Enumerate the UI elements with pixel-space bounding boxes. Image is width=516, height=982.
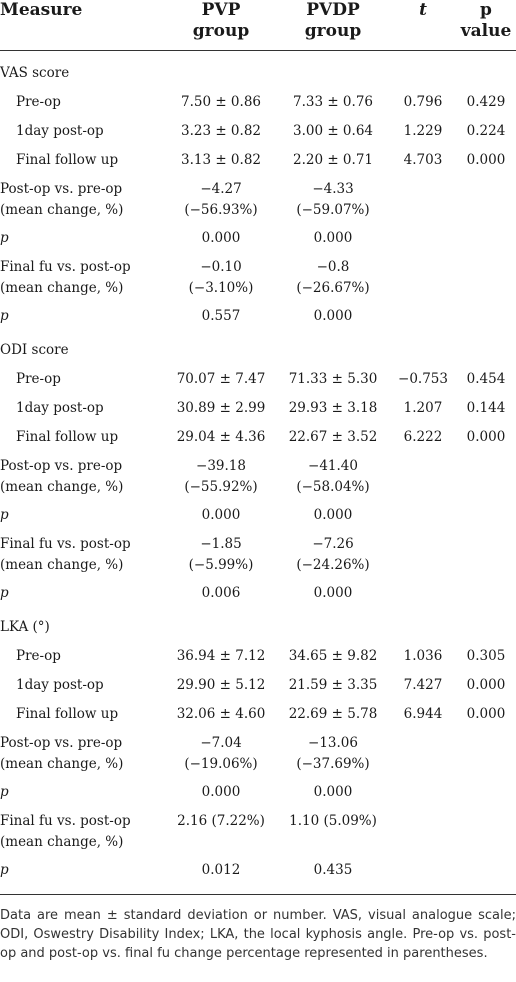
cell-pvdp: 0.000: [313, 585, 353, 601]
cell-pvp: 32.06 ± 4.60: [176, 706, 266, 722]
cell-pvp: 0.000: [201, 230, 241, 246]
table-header: [0, 0, 516, 56]
cell-pvp: 0.000: [201, 507, 241, 523]
row-label: Post-op vs. pre-op (mean change, %): [0, 181, 124, 218]
row-label: p: [0, 784, 9, 800]
cell-pvdp: 0.435: [313, 862, 353, 878]
cell-pvdp: 0.000: [313, 784, 353, 800]
header-t: t: [419, 0, 427, 20]
cell-pvp: 70.07 ± 7.47: [176, 371, 266, 387]
row-label: 1day post-op: [16, 677, 104, 693]
cell-pvp: 29.90 ± 5.12: [176, 677, 266, 693]
cell-pvdp: 3.00 ± 0.64: [292, 123, 373, 139]
cell-pvdp: 2.20 ± 0.71: [292, 152, 373, 168]
cell-pvdp: −4.33 (−59.07%): [296, 181, 370, 218]
row-label: p: [0, 507, 9, 523]
cell-pvdp: −41.40 (−58.04%): [296, 458, 370, 495]
row-label: Final fu vs. post-op (mean change, %): [0, 813, 131, 850]
row-label: Final fu vs. post-op (mean change, %): [0, 259, 131, 296]
cell-pvdp: 71.33 ± 5.30: [288, 371, 378, 387]
table-bottom-rule: [0, 894, 516, 895]
cell-pvp: 2.16 (7.22%): [177, 813, 265, 829]
cell-pvp: −39.18 (−55.92%): [184, 458, 258, 495]
row-label: Pre-op: [16, 648, 61, 664]
row-label: p: [0, 230, 9, 246]
cell-pvp: 0.006: [201, 585, 241, 601]
header-p-value: p value: [460, 0, 512, 41]
row-label: Final follow up: [16, 706, 119, 722]
cell-t: −0.753: [398, 371, 448, 387]
header-pvdp-group: PVDP group: [304, 0, 362, 41]
header-rule: [0, 50, 516, 51]
cell-pvp: −7.04 (−19.06%): [184, 735, 258, 772]
cell-pvdp: 0.000: [313, 308, 353, 324]
cell-pvp: 36.94 ± 7.12: [176, 648, 266, 664]
cell-pvp: 3.23 ± 0.82: [180, 123, 261, 139]
cell-p-value: 0.000: [466, 429, 506, 445]
row-label: p: [0, 585, 9, 601]
cell-p-value: 0.305: [466, 648, 506, 664]
row-label: Post-op vs. pre-op (mean change, %): [0, 458, 124, 495]
cell-pvdp: 0.000: [313, 230, 353, 246]
row-label: VAS score: [0, 65, 70, 81]
row-label: ODI score: [0, 342, 69, 358]
row-label: p: [0, 308, 9, 324]
cell-p-value: 0.224: [466, 123, 506, 139]
row-label: Final follow up: [16, 152, 119, 168]
header-pvp-group: PVP group: [192, 0, 250, 41]
table-footnote: Data are mean ± standard deviation or number. VAS, visual analogue scale; ODI, Oswestry Disability Index; LKA, the local kyphosis angle. Pre-op vs. post-op and post-op vs. final fu change percentage represented in parentheses.: [0, 908, 516, 961]
cell-pvp: −1.85 (−5.99%): [188, 536, 254, 573]
cell-pvp: 0.000: [201, 784, 241, 800]
cell-p-value: 0.000: [466, 677, 506, 693]
row-label: p: [0, 862, 9, 878]
cell-pvp: 3.13 ± 0.82: [180, 152, 261, 168]
cell-pvp: 30.89 ± 2.99: [176, 400, 266, 416]
cell-pvdp: 7.33 ± 0.76: [292, 94, 373, 110]
cell-t: 1.229: [403, 123, 443, 139]
cell-t: 1.036: [403, 648, 443, 664]
cell-pvp: −0.10 (−3.10%): [188, 259, 254, 296]
row-label: Post-op vs. pre-op (mean change, %): [0, 735, 124, 772]
cell-pvdp: −0.8 (−26.67%): [296, 259, 370, 296]
cell-p-value: 0.000: [466, 706, 506, 722]
cell-pvdp: 29.93 ± 3.18: [288, 400, 378, 416]
cell-p-value: 0.144: [466, 400, 506, 416]
cell-pvdp: 0.000: [313, 507, 353, 523]
cell-pvdp: 21.59 ± 3.35: [288, 677, 378, 693]
row-label: LKA (°): [0, 619, 50, 635]
cell-pvdp: −13.06 (−37.69%): [296, 735, 370, 772]
cell-pvp: 29.04 ± 4.36: [176, 429, 266, 445]
cell-pvp: 0.012: [201, 862, 241, 878]
cell-t: 6.222: [403, 429, 443, 445]
cell-pvdp: 1.10 (5.09%): [289, 813, 377, 829]
row-label: Pre-op: [16, 371, 61, 387]
cell-t: 4.703: [403, 152, 443, 168]
cell-pvp: 7.50 ± 0.86: [180, 94, 261, 110]
row-label: 1day post-op: [16, 123, 104, 139]
cell-p-value: 0.454: [466, 371, 506, 387]
cell-pvp: −4.27 (−56.93%): [184, 181, 258, 218]
cell-t: 6.944: [403, 706, 443, 722]
header-measure: Measure: [0, 0, 83, 20]
cell-pvp: 0.557: [201, 308, 241, 324]
cell-p-value: 0.429: [466, 94, 506, 110]
cell-p-value: 0.000: [466, 152, 506, 168]
cell-t: 1.207: [403, 400, 443, 416]
cell-pvdp: 22.69 ± 5.78: [288, 706, 378, 722]
cell-pvdp: −7.26 (−24.26%): [296, 536, 370, 573]
row-label: Pre-op: [16, 94, 61, 110]
cell-t: 7.427: [403, 677, 443, 693]
cell-pvdp: 22.67 ± 3.52: [288, 429, 378, 445]
row-label: Final follow up: [16, 429, 119, 445]
row-label: Final fu vs. post-op (mean change, %): [0, 536, 131, 573]
cell-pvdp: 34.65 ± 9.82: [288, 648, 378, 664]
row-label: 1day post-op: [16, 400, 104, 416]
cell-t: 0.796: [403, 94, 443, 110]
